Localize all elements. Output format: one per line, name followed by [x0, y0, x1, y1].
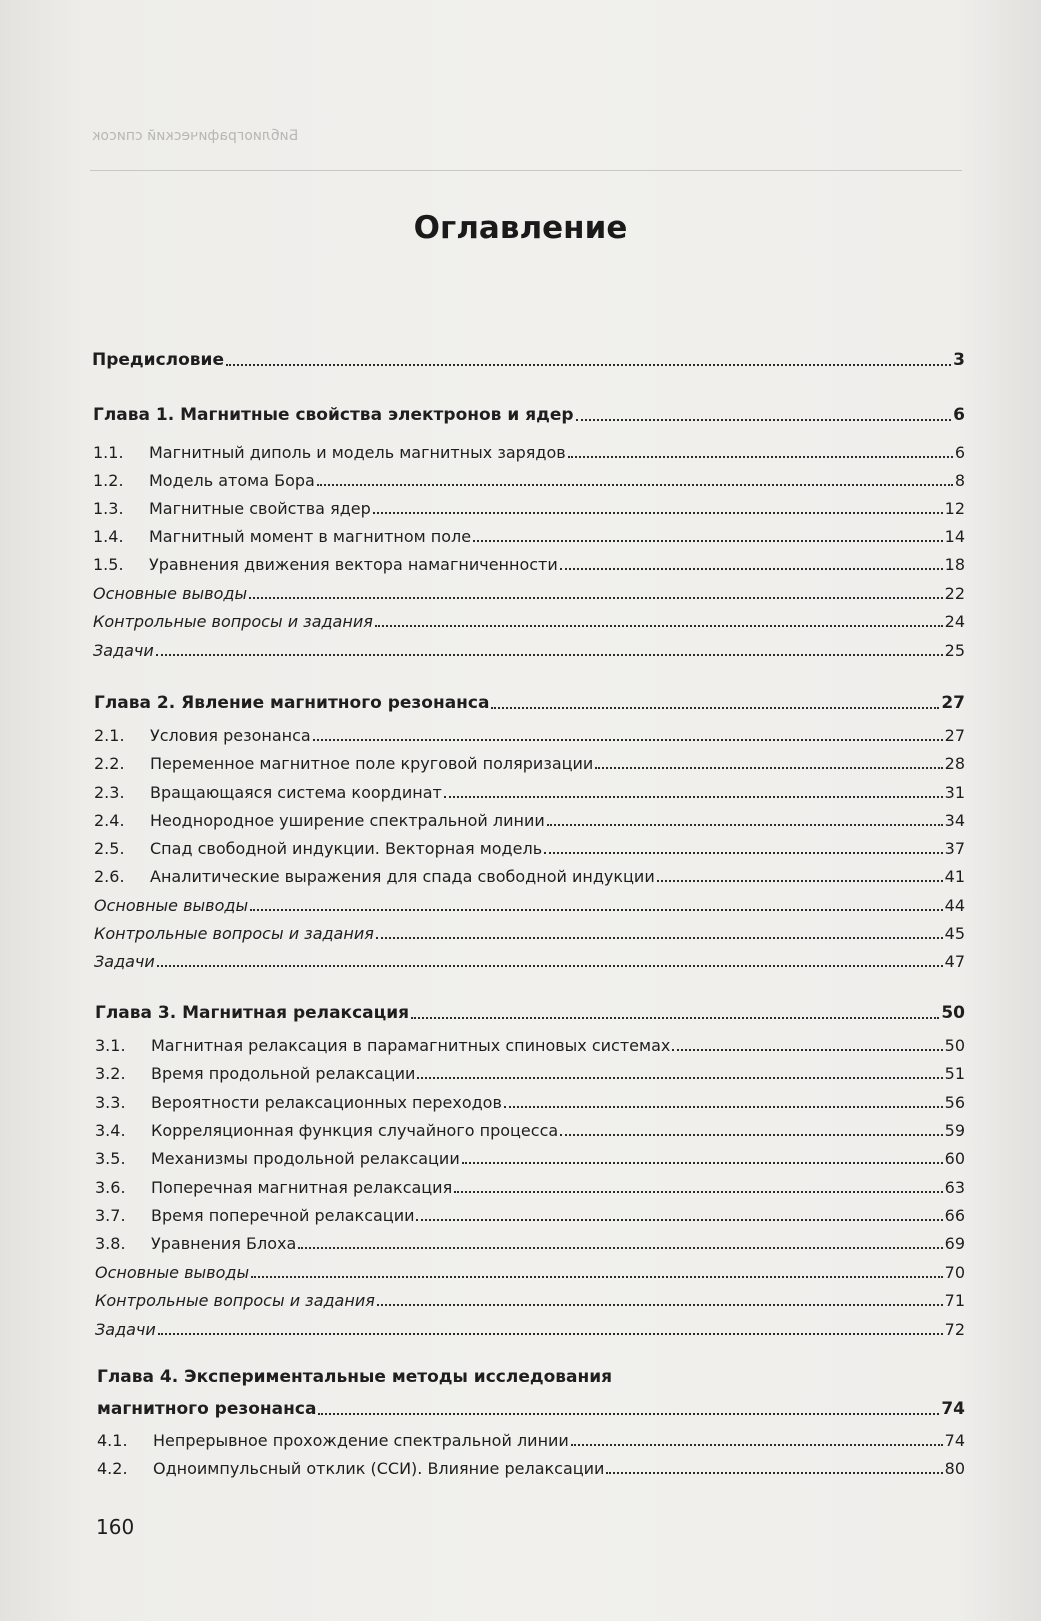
toc-entry-page: 47 [944, 952, 965, 971]
toc-entry-page: 70 [944, 1263, 965, 1282]
page-title: Оглавление [413, 210, 628, 246]
toc-entry-number: 2.6. [94, 867, 125, 886]
toc-extra-entry [94, 924, 965, 943]
toc-entry-title: Предисловие [92, 350, 224, 370]
toc-entry-title: Глава 2. Явление магнитного резонанса [94, 693, 490, 713]
toc-entry-number: 1.3. [93, 499, 124, 518]
toc-entry-page: 45 [944, 924, 965, 943]
toc-entry-number: 3.4. [95, 1121, 126, 1140]
toc-entry-title: Время продольной релаксации [151, 1064, 416, 1083]
toc-entry-page: 6 [954, 443, 965, 462]
toc-entry-title: Глава 1. Магнитные свойства электронов и ядер [93, 405, 574, 425]
toc-entry-title: Основные выводы [94, 896, 249, 915]
toc-dot-leader [313, 739, 943, 741]
toc-dot-leader [226, 364, 951, 366]
toc-entry-title: Задачи [94, 952, 155, 971]
toc-dot-leader [375, 625, 943, 627]
toc-section-entry [95, 1178, 965, 1197]
toc-section-entry [95, 1093, 965, 1112]
toc-dot-leader [547, 824, 943, 826]
toc-dot-leader [560, 1134, 942, 1136]
toc-entry-title: Контрольные вопросы и задания [94, 924, 374, 943]
toc-section-entry [94, 754, 965, 773]
toc-entry-page: 71 [944, 1291, 965, 1310]
toc-entry-number: 2.5. [94, 839, 125, 858]
toc-entry-page: 74 [944, 1431, 965, 1450]
toc-entry-number: 1.4. [93, 527, 124, 546]
toc-dot-leader [157, 965, 943, 967]
toc-section-entry [93, 443, 965, 462]
toc-entry-title: Корреляционная функция случайного процесса [151, 1121, 559, 1140]
toc-dot-leader [606, 1472, 942, 1474]
toc-entry-title: Магнитные свойства ядер [149, 499, 371, 518]
toc-entry-number: 2.2. [94, 754, 125, 773]
toc-section-entry [94, 726, 965, 745]
toc-extra-entry [94, 896, 965, 915]
toc-entry-page: 44 [944, 896, 965, 915]
toc-dot-leader [158, 1333, 943, 1335]
chapter-4-heading-line1: Глава 4. Экспериментальные методы исследования [97, 1367, 613, 1387]
toc-entry-number: 4.1. [97, 1431, 128, 1450]
toc-entry-title: Одноимпульсный отклик (ССИ). Влияние релаксации [153, 1459, 605, 1478]
toc-extra-entry [93, 584, 965, 603]
toc-entry-page: 60 [944, 1149, 965, 1168]
toc-section-entry [95, 1206, 965, 1225]
toc-entry-page: 41 [944, 867, 965, 886]
toc-dot-leader [250, 909, 943, 911]
toc-entry-title: Вероятности релаксационных переходов [151, 1093, 502, 1112]
toc-entry-title: Уравнения движения вектора намагниченности [149, 555, 558, 574]
toc-entry-title: Глава 3. Магнитная релаксация [95, 1003, 410, 1023]
toc-chapter-entry [97, 1399, 965, 1419]
toc-entry-title: Переменное магнитное поле круговой поляризации [150, 754, 594, 773]
toc-entry-page: 27 [941, 693, 965, 713]
toc-dot-leader [249, 597, 943, 599]
toc-section-entry [95, 1234, 965, 1253]
toc-section-entry [93, 527, 965, 546]
toc-dot-leader [318, 1413, 939, 1415]
toc-entry-page: 72 [944, 1320, 965, 1339]
toc-section-entry [95, 1121, 965, 1140]
toc-entry-page: 37 [944, 839, 965, 858]
toc-entry-title: Модель атома Бора [149, 471, 315, 490]
toc-entry-page: 28 [944, 754, 965, 773]
toc-dot-leader [416, 1219, 942, 1221]
toc-chapter-entry [92, 350, 965, 370]
toc-entry-number: 1.1. [93, 443, 124, 462]
toc-dot-leader [672, 1049, 942, 1051]
toc-section-entry [93, 471, 965, 490]
toc-dot-leader [462, 1162, 943, 1164]
bleed-through-rule [90, 170, 962, 171]
toc-entry-page: 63 [944, 1178, 965, 1197]
toc-dot-leader [317, 484, 953, 486]
toc-section-entry [94, 867, 965, 886]
toc-entry-number: 4.2. [97, 1459, 128, 1478]
toc-dot-leader [576, 419, 952, 421]
toc-entry-page: 80 [944, 1459, 965, 1478]
toc-dot-leader [376, 937, 943, 939]
toc-dot-leader [571, 1444, 943, 1446]
toc-section-entry [97, 1459, 965, 1478]
toc-dot-leader [491, 707, 939, 709]
toc-dot-leader [454, 1191, 942, 1193]
toc-entry-title: Условия резонанса [150, 726, 311, 745]
toc-entry-number: 3.3. [95, 1093, 126, 1112]
toc-dot-leader [595, 767, 942, 769]
toc-entry-title: Непрерывное прохождение спектральной линии [153, 1431, 569, 1450]
toc-dot-leader [298, 1247, 942, 1249]
toc-entry-number: 3.2. [95, 1064, 126, 1083]
toc-entry-page: 56 [944, 1093, 965, 1112]
toc-entry-title: Вращающаяся система координат [150, 783, 442, 802]
toc-entry-page: 12 [944, 499, 965, 518]
toc-dot-leader [544, 852, 943, 854]
toc-section-entry [95, 1149, 965, 1168]
toc-entry-title: Уравнения Блоха [151, 1234, 297, 1253]
toc-extra-entry [95, 1291, 965, 1310]
toc-extra-entry [94, 952, 965, 971]
toc-chapter-entry [93, 405, 965, 425]
toc-dot-leader [568, 456, 953, 458]
toc-entry-number: 3.7. [95, 1206, 126, 1225]
toc-section-entry [95, 1036, 965, 1055]
toc-entry-title: Спад свободной индукции. Векторная модель [150, 839, 543, 858]
toc-entry-title: Задачи [93, 641, 154, 660]
page-number: 160 [96, 1515, 135, 1539]
toc-entry-page: 25 [944, 641, 965, 660]
toc-entry-page: 18 [944, 555, 965, 574]
toc-entry-number: 3.8. [95, 1234, 126, 1253]
toc-entry-title: Магнитный момент в магнитном поле [149, 527, 472, 546]
toc-chapter-entry [95, 1003, 965, 1023]
toc-dot-leader [504, 1106, 943, 1108]
toc-dot-leader [377, 1304, 943, 1306]
toc-entry-page: 31 [944, 783, 965, 802]
toc-dot-leader [657, 880, 943, 882]
toc-entry-page: 6 [953, 405, 965, 425]
toc-entry-number: 3.5. [95, 1149, 126, 1168]
toc-entry-number: 3.1. [95, 1036, 126, 1055]
toc-entry-page: 34 [944, 811, 965, 830]
toc-entry-page: 50 [944, 1036, 965, 1055]
toc-extra-entry [95, 1320, 965, 1339]
toc-dot-leader [251, 1276, 943, 1278]
toc-entry-title: магнитного резонанса [97, 1399, 317, 1419]
toc-section-entry [94, 811, 965, 830]
toc-entry-title: Контрольные вопросы и задания [93, 612, 373, 631]
toc-entry-page: 27 [944, 726, 965, 745]
toc-entry-number: 2.3. [94, 783, 125, 802]
toc-dot-leader [373, 512, 943, 514]
toc-extra-entry [93, 641, 965, 660]
toc-entry-page: 59 [944, 1121, 965, 1140]
toc-dot-leader [560, 568, 943, 570]
toc-entry-page: 24 [944, 612, 965, 631]
toc-entry-title: Поперечная магнитная релаксация [151, 1178, 453, 1197]
toc-section-entry [94, 783, 965, 802]
toc-entry-page: 66 [944, 1206, 965, 1225]
toc-dot-leader [473, 540, 943, 542]
toc-entry-title: Неоднородное уширение спектральной линии [150, 811, 545, 830]
toc-entry-title: Механизмы продольной релаксации [151, 1149, 460, 1168]
toc-entry-page: 50 [941, 1003, 965, 1023]
toc-entry-page: 14 [944, 527, 965, 546]
toc-entry-page: 3 [953, 350, 965, 370]
toc-entry-title: Основные выводы [95, 1263, 250, 1282]
toc-entry-page: 74 [941, 1399, 965, 1419]
toc-dot-leader [417, 1077, 942, 1079]
toc-entry-number: 1.5. [93, 555, 124, 574]
toc-section-entry [94, 839, 965, 858]
toc-section-entry [93, 555, 965, 574]
toc-extra-entry [95, 1263, 965, 1282]
toc-section-entry [95, 1064, 965, 1083]
toc-entry-title: Контрольные вопросы и задания [95, 1291, 375, 1310]
toc-section-entry [93, 499, 965, 518]
toc-entry-title: Магнитный диполь и модель магнитных зарядов [149, 443, 566, 462]
toc-entry-number: 3.6. [95, 1178, 126, 1197]
toc-entry-page: 51 [944, 1064, 965, 1083]
toc-entry-number: 2.1. [94, 726, 125, 745]
toc-entry-page: 22 [944, 584, 965, 603]
toc-extra-entry [93, 612, 965, 631]
toc-entry-page: 8 [954, 471, 965, 490]
toc-entry-page: 69 [944, 1234, 965, 1253]
toc-dot-leader [411, 1017, 939, 1019]
toc-entry-number: 1.2. [93, 471, 124, 490]
toc-entry-title: Магнитная релаксация в парамагнитных спиновых системах [151, 1036, 671, 1055]
toc-section-entry [97, 1431, 965, 1450]
toc-entry-title: Задачи [95, 1320, 156, 1339]
toc-entry-number: 2.4. [94, 811, 125, 830]
toc-chapter-entry [94, 693, 965, 713]
bleed-through-header: Библиографический список [92, 128, 299, 144]
toc-dot-leader [156, 654, 943, 656]
toc-entry-title: Время поперечной релаксации [151, 1206, 415, 1225]
toc-dot-leader [444, 796, 943, 798]
toc-entry-title: Основные выводы [93, 584, 248, 603]
toc-entry-title: Аналитические выражения для спада свободной индукции [150, 867, 655, 886]
